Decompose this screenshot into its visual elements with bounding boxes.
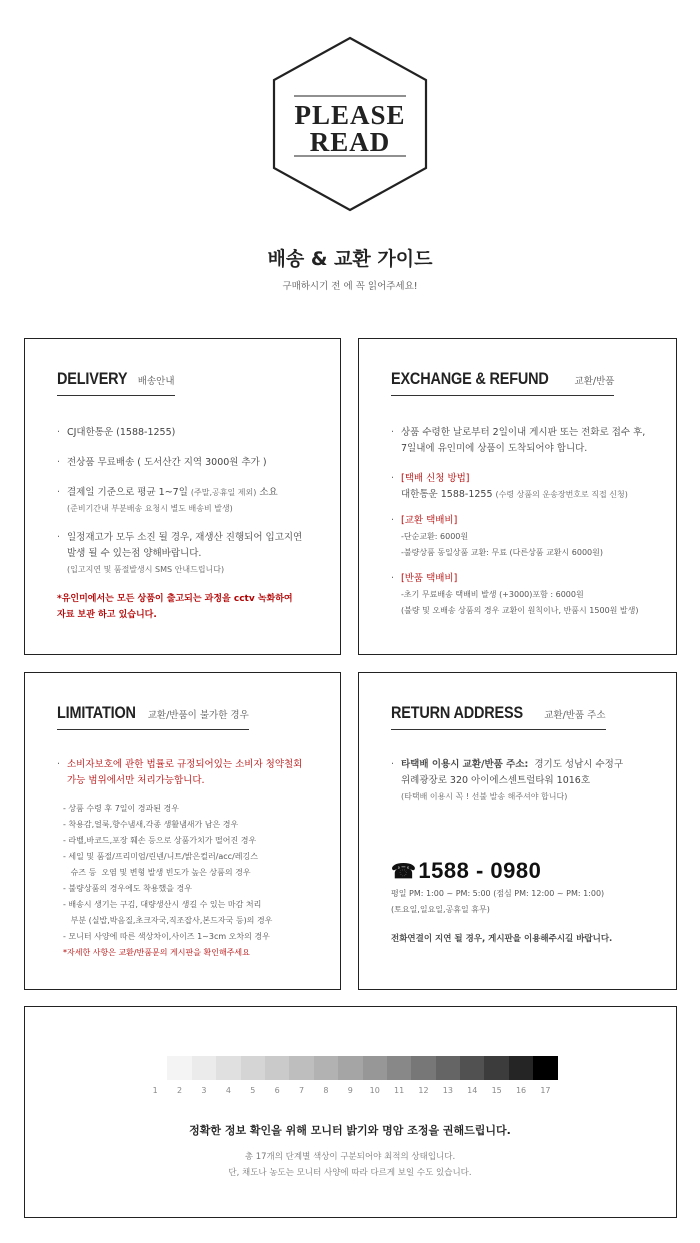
gray-number: 11 bbox=[394, 1086, 405, 1095]
gray-number: 3 bbox=[201, 1086, 207, 1095]
exchange-box bbox=[358, 338, 677, 655]
badge-line-2: READ bbox=[309, 127, 391, 157]
monitor-line-2: 단, 채도나 농도는 모니터 사양에 따라 다르게 보일 수도 있습니다. bbox=[228, 1168, 472, 1178]
page-title: 배송 & 교환 가이드 bbox=[267, 248, 433, 270]
limitation-item: - 상품 수령 후 7일이 경과된 경우 bbox=[63, 804, 179, 813]
gray-number: 17 bbox=[540, 1086, 551, 1095]
gray-swatch-14 bbox=[460, 1056, 484, 1080]
delivery-courier: · CJ대한통운 (1588-1255) bbox=[57, 425, 322, 441]
exchange-subtitle: 교환/반품 bbox=[574, 376, 615, 387]
gray-swatch-13 bbox=[436, 1056, 460, 1080]
delivery-stock-notice: · 일정재고가 모두 소진 될 경우, 재생산 진행되어 입고지연 발생 될 수 있는점 양해바랍니다. (입고지연 및 품절발생시 SMS 안내드립니다) bbox=[57, 530, 322, 577]
gray-number: 9 bbox=[347, 1086, 353, 1095]
refund-fee: · [반품 택배비] -초기 무료배송 택배비 발생 (+3000)포함 : 6000원 (불량 및 오배송 상품의 경우 교환이 원칙이나, 반품시 1500원 발생) bbox=[391, 571, 658, 619]
gray-swatch-5 bbox=[241, 1056, 265, 1080]
holiday-notice: (토요일,일요일,공휴일 휴무) bbox=[391, 905, 490, 914]
gray-swatch-3 bbox=[192, 1056, 216, 1080]
gray-swatch-9 bbox=[338, 1056, 362, 1080]
limitation-list bbox=[57, 801, 322, 961]
gray-swatch-15 bbox=[484, 1056, 508, 1080]
gray-scale-numbers bbox=[143, 1086, 558, 1095]
limitation-warning: *자세한 사항은 교환/반품문의 게시판을 확인해주세요 bbox=[63, 948, 250, 957]
gray-swatch-16 bbox=[509, 1056, 533, 1080]
gray-number: 10 bbox=[369, 1086, 380, 1095]
gray-swatch-2 bbox=[167, 1056, 191, 1080]
limitation-box bbox=[24, 672, 341, 990]
delivery-header bbox=[57, 369, 175, 396]
please-read-badge bbox=[270, 34, 430, 214]
business-hours: 평일 PM: 1:00 ~ PM: 5:00 (점심 PM: 12:00 ~ PM: 1:00) bbox=[391, 889, 605, 898]
gray-number: 2 bbox=[177, 1086, 183, 1095]
gray-number: 1 bbox=[152, 1086, 158, 1095]
delivery-free-shipping: · 전상품 무료배송 ( 도서산간 지역 3000원 추가 ) bbox=[57, 455, 322, 471]
gray-swatch-6 bbox=[265, 1056, 289, 1080]
gray-number: 4 bbox=[225, 1086, 231, 1095]
gray-number: 6 bbox=[274, 1086, 280, 1095]
exchange-header bbox=[391, 369, 614, 396]
gray-swatch-4 bbox=[216, 1056, 240, 1080]
delivery-timing: · 결제일 기준으로 평균 1~7일 (주말,공휴일 제외) 소요 (준비기간내 부분배송 요청시 별도 배송비 발생) bbox=[57, 485, 322, 516]
exchange-title: EXCHANGE & REFUND bbox=[391, 369, 549, 388]
limitation-item: - 배송시 생기는 구김, 대량생산시 생길 수 있는 마감 처리 bbox=[63, 900, 262, 909]
page-subtitle: 구매하시기 전 에 꼭 읽어주세요! bbox=[282, 281, 418, 292]
limitation-item: - 모니터 사양에 따른 색상차이,사이즈 1~3cm 오차의 경우 bbox=[63, 932, 270, 941]
return-address: · 타택배 이용시 교환/반품 주소: 경기도 성남시 수정구 위례광장로 320 아이에스센트럴타워 1016호 (타택배 이용시 꼭 ! 선불 발송 해주셔야 합니다) bbox=[391, 757, 658, 804]
gray-number: 8 bbox=[323, 1086, 329, 1095]
monitor-line-1: 총 17개의 단계별 색상이 구분되어야 최적의 상태입니다. bbox=[244, 1152, 456, 1162]
gray-number: 12 bbox=[418, 1086, 429, 1095]
limitation-subtitle: 교환/반품이 불가한 경우 bbox=[147, 710, 249, 721]
phone-block bbox=[391, 858, 658, 944]
monitor-title: 정확한 정보 확인을 위해 모니터 밝기와 명암 조정을 권해드립니다. bbox=[189, 1124, 511, 1137]
limitation-item: 부분 (실밥,박음질,초크자국,직조잡사,본드자국 등)의 경우 bbox=[63, 916, 273, 925]
gray-swatch-10 bbox=[363, 1056, 387, 1080]
gray-swatch-8 bbox=[314, 1056, 338, 1080]
gray-number: 7 bbox=[298, 1086, 305, 1095]
delivery-title: DELIVERY bbox=[57, 369, 128, 388]
limitation-law: · 소비자보호에 관한 법률로 규정되어있는 소비자 청약철회 가능 범위에서만 처리가능합니다. bbox=[57, 757, 322, 789]
exchange-courier-method: · [택배 신청 방법] 대한통운 1588-1255 (수령 상품의 운송장번호로 직접 신청) bbox=[391, 471, 658, 503]
exchange-body bbox=[391, 425, 658, 629]
return-header bbox=[391, 703, 606, 730]
gray-number: 13 bbox=[442, 1086, 453, 1095]
gray-number: 15 bbox=[491, 1086, 502, 1095]
limitation-item: - 라벨,바코드,포장 훼손 등으로 상품가치가 떨어진 경우 bbox=[63, 836, 257, 845]
phone-delay-notice: 전화연결이 지연 될 경우, 게시판을 이용해주시길 바랍니다. bbox=[391, 934, 613, 944]
limitation-header bbox=[57, 703, 249, 730]
limitation-item: - 세일 및 품절/프리미엄/린넨/니트/밝은컬러/acc/레깅스 bbox=[63, 852, 258, 861]
return-title: RETURN ADDRESS bbox=[391, 703, 523, 722]
gray-swatch-12 bbox=[411, 1056, 435, 1080]
return-subtitle: 교환/반품 주소 bbox=[544, 710, 606, 721]
delivery-box bbox=[24, 338, 341, 655]
gray-scale-bar bbox=[143, 1056, 558, 1080]
delivery-warning: *유인미에서는 모든 상품이 출고되는 과정을 cctv 녹화하여 자료 보관 하고 있습니다. bbox=[57, 594, 293, 620]
badge-line-1: PLEASE bbox=[294, 100, 406, 130]
gray-swatch-7 bbox=[289, 1056, 313, 1080]
return-body bbox=[391, 757, 658, 944]
gray-number: 5 bbox=[250, 1086, 256, 1095]
monitor-box bbox=[24, 1006, 677, 1218]
limitation-item: - 불량상품의 경우에도 착용했을 경우 bbox=[63, 884, 192, 893]
return-box bbox=[358, 672, 677, 990]
exchange-intro: · 상품 수령한 날로부터 2일이내 게시판 또는 전화로 접수 후, 7일내에 유인미에 상품이 도착되어야 합니다. bbox=[391, 425, 658, 457]
delivery-body bbox=[57, 425, 322, 623]
gray-number: 14 bbox=[467, 1086, 478, 1095]
phone-number: ☎1588 - 0980 bbox=[391, 858, 542, 883]
limitation-body bbox=[57, 757, 322, 961]
exchange-fee: · [교환 택배비] -단순교환: 6000원 -불량상품 동일상품 교환: 무료 (다른상품 교환시 6000원) bbox=[391, 513, 658, 561]
gray-swatch-11 bbox=[387, 1056, 411, 1080]
limitation-item: 슈즈 등 오염 및 변형 발생 빈도가 높은 상품의 경우 bbox=[63, 868, 251, 877]
limitation-item: - 착용감,얼룩,향수냄새,각종 생활냄새가 남은 경우 bbox=[63, 820, 239, 829]
gray-swatch-17 bbox=[533, 1056, 557, 1080]
phone-icon: ☎ bbox=[391, 861, 417, 883]
gray-number: 16 bbox=[515, 1086, 527, 1095]
gray-swatch-1 bbox=[143, 1056, 167, 1080]
limitation-title: LIMITATION bbox=[57, 703, 136, 722]
delivery-subtitle: 배송안내 bbox=[137, 376, 175, 387]
